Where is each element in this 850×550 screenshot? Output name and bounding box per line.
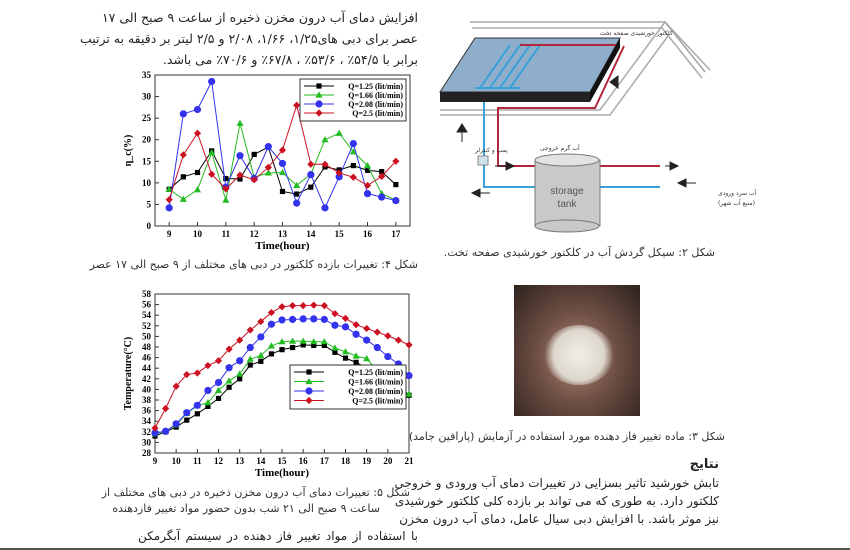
data-point [293,102,300,109]
data-point [225,377,232,383]
data-point [384,332,391,339]
data-point [363,325,370,332]
y-tick-label: 10 [142,177,151,188]
efficiency-chart [110,68,420,254]
collector-label: کلکتور خورشیدی صفحه تخت [600,30,673,37]
figure5-caption-line: شکل ۵: تغییرات دمای آب درون مخزن ذخیره در دبی های مختلف از [101,486,410,499]
x-tick-label: 15 [334,229,344,239]
data-point [237,376,242,381]
intro-line: برابر با ۵۴/۵٪ ، ۵۳/۶٪ ، ۶۷/۸٪ و ۷۰/۶٪ می باشد. [162,52,418,67]
y-tick-label: 38 [142,395,151,405]
legend-label: Q=1.66 (lit/min) [348,377,403,387]
cold-source-label: (منبع آب شهر) [718,200,755,207]
data-point [289,302,296,309]
body-text-line: با استفاده از مواد تغییر فاز دهنده در سیستم آبگرمکن [138,529,418,543]
data-point [269,351,274,356]
data-point [364,190,371,197]
y-tick-label: 25 [142,113,151,124]
legend [300,79,406,121]
data-point [194,369,201,376]
data-point [184,418,189,423]
legend-label: Q=2.08 (lit/min) [348,100,403,109]
paraffin-photo [514,285,640,416]
data-point [321,316,328,323]
data-point [194,106,201,113]
x-tick-label: 17 [391,229,401,239]
data-point [222,197,229,203]
data-point [194,130,201,137]
x-tick-label: 10 [193,229,202,239]
data-point [300,315,307,322]
tank-label: tank [557,199,577,210]
data-point [353,360,358,365]
data-point [331,310,338,317]
figure3-caption: شکل ۳: ماده تغییر فاز دهنده مورد استفاده در آزمایش (پارافین جامد) [408,430,725,443]
x-tick-label: 14 [256,456,266,466]
y-tick-label: 58 [142,289,151,299]
legend-label: Q=2.5 (lit/min) [352,109,403,118]
data-point [258,359,263,364]
y-tick-label: 40 [142,384,151,395]
figure4-caption: شکل ۴: تغییرات بازده کلکتور در دبی های مختلف از ۹ صبح الی ۱۷ عصر [89,258,418,271]
results-line: کلکتور دارد. به طوری که می تواند بر بازده کلی کلکتور خورشیدی [394,494,719,508]
x-tick-label: 14 [306,229,316,239]
tank-label: storage [550,186,584,197]
y-tick-label: 42 [142,373,151,384]
x-axis-label: Time(hour) [255,240,310,252]
data-point [290,345,295,350]
x-axis-label: Time(hour) [254,467,310,479]
data-point [173,420,180,427]
x-tick-label: 11 [193,456,202,466]
data-point [321,302,328,309]
data-point [252,152,257,157]
intro-line: افزایش دمای آب درون مخزن ذخیره از ساعت ۹ صبح الی ۱۷ [101,10,418,25]
x-tick-label: 9 [152,456,158,466]
data-point [310,302,317,309]
data-point [265,143,272,150]
figure2-caption: شکل ۲: سیکل گردش آب در کلکتور خورشیدی صفحه تخت. [443,246,715,259]
hot-water-label: آب گرم خروجی [540,145,580,152]
data-point [280,189,285,194]
data-point [342,315,349,322]
x-tick-label: 15 [277,456,287,466]
data-point [180,110,187,117]
data-point [316,83,321,88]
data-point [166,204,173,211]
legend-label: Q=2.5 (lit/min) [352,396,403,406]
legend-label: Q=1.25 (lit/min) [348,368,403,377]
x-tick-label: 21 [404,456,414,466]
y-tick-label: 50 [142,331,151,342]
y-tick-label: 30 [142,437,151,448]
x-tick-label: 11 [221,229,231,239]
data-point [352,331,359,338]
data-point [236,152,243,159]
data-point [279,347,284,352]
temperature-chart [110,287,420,483]
y-tick-label: 56 [142,299,151,310]
data-point [351,163,356,168]
data-point [374,329,381,336]
cold-water-label: آب سرد ورودی [718,190,757,197]
data-point [308,185,313,190]
data-point [306,369,311,374]
data-point [194,186,201,192]
y-axis-label: η_c(%) [123,134,134,167]
legend [290,365,406,409]
y-tick-label: 15 [142,156,151,167]
y-tick-label: 32 [142,426,151,437]
data-point [236,370,243,376]
data-point [216,396,221,401]
legend-label: Q=1.66 (lit/min) [348,91,403,100]
data-point [342,323,349,330]
data-point [331,344,338,350]
data-point [343,356,348,361]
data-point [204,387,211,394]
data-point [278,303,285,310]
data-point [293,200,300,207]
data-point [300,302,307,309]
results-heading: نتایج [689,457,719,472]
x-tick-label: 9 [166,229,172,239]
data-point [162,405,169,412]
y-tick-label: 36 [142,405,151,416]
y-tick-label: 5 [146,199,151,210]
y-tick-label: 52 [142,320,151,331]
data-point [204,362,211,369]
results-line: تابش خورشید تاثیر بسزایی در تغییرات دمای آب ورودی و خروجی [394,476,719,490]
x-tick-label: 12 [214,456,223,466]
y-tick-label: 30 [142,91,151,102]
data-point [236,120,243,126]
legend-label: Q=1.25 (lit/min) [348,82,403,91]
x-tick-label: 13 [235,456,245,466]
data-point [300,338,307,344]
data-point [321,204,328,211]
data-point [208,78,215,85]
data-point [247,344,254,351]
data-point [393,182,398,187]
data-point [384,353,391,360]
pump-controller [478,156,488,165]
y-tick-label: 34 [142,416,151,427]
data-point [395,337,402,344]
data-point [180,196,187,202]
y-tick-label: 48 [142,342,151,352]
data-point [278,316,285,323]
legend-label: Q=2.08 (lit/min) [348,387,403,396]
y-tick-label: 20 [142,134,151,145]
x-tick-label: 17 [319,456,329,466]
x-tick-label: 19 [362,456,372,466]
data-point [352,321,359,328]
data-point [195,170,200,175]
data-point [350,174,357,181]
data-point [331,322,338,329]
y-tick-label: 0 [146,221,151,231]
data-point [363,337,370,344]
data-point [350,140,357,147]
y-tick-label: 44 [142,363,151,374]
x-tick-label: 16 [363,229,372,239]
y-tick-label: 28 [142,448,151,458]
data-point [392,197,399,204]
data-point [279,160,286,167]
data-point [374,344,381,351]
data-point [336,130,343,136]
data-point [181,174,186,179]
y-tick-label: 35 [142,70,151,80]
data-point [321,136,328,142]
data-point [315,100,322,107]
x-tick-label: 10 [171,456,181,466]
y-tick-label: 46 [142,352,151,363]
intro-line: عصر برای دبی های۱/۲۵، ۱/۶۶، ۲/۰۸ و ۲/۵ لیتر بر دقیقه به ترتیب [79,31,418,46]
x-tick-label: 13 [278,229,287,239]
data-point [289,338,296,344]
data-point [378,193,385,200]
x-tick-label: 12 [249,229,259,239]
data-point [162,428,169,435]
data-point [166,196,173,203]
data-point [305,387,312,394]
data-point [180,151,187,158]
x-tick-label: 20 [383,456,393,466]
data-point [405,341,412,348]
figure5-caption-line: ساعت ۹ صبح الی ۲۱ شب بدون حضور مواد تغییر فازدهنده [112,502,380,515]
pump-label: پمپ و کنترلر [475,147,508,154]
data-point [226,385,231,390]
data-point [257,333,264,340]
y-axis-label: Temperature(°C) [123,336,134,411]
data-point [289,316,296,323]
data-point [215,379,222,386]
data-point [310,315,317,322]
data-point [225,364,232,371]
data-point [294,191,299,196]
data-point [195,411,200,416]
data-point [194,402,201,409]
data-point [268,321,275,328]
data-point [236,357,243,364]
data-point [307,171,314,178]
results-line: نیز موثر باشد. با افزایش دبی سیال عامل، دمای آب درون مخزن [399,512,719,526]
x-tick-label: 18 [341,456,350,466]
x-tick-label: 16 [298,456,308,466]
data-point [248,362,253,367]
y-tick-label: 54 [142,310,151,321]
data-point [183,409,190,416]
solar-collector-diagram [440,10,757,240]
